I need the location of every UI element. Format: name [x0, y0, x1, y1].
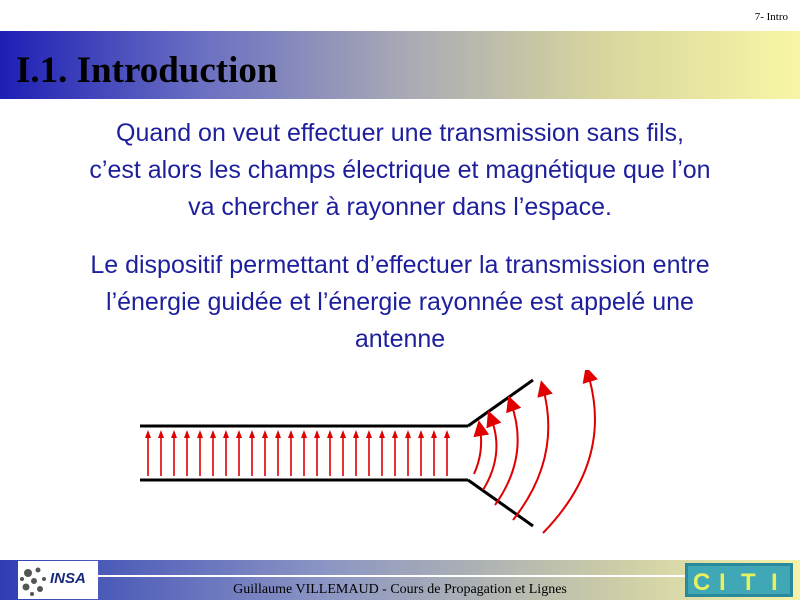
paragraph-1-line-2: c’est alors les champs électrique et magnétique que l’on — [89, 156, 711, 184]
paragraph-2 — [0, 247, 800, 358]
svg-text:T: T — [741, 569, 756, 596]
field-arrow-head — [145, 430, 151, 438]
field-arrow-head — [158, 430, 164, 438]
field-arrow-head — [184, 430, 190, 438]
wavefront-3 — [495, 403, 518, 505]
svg-text:I: I — [719, 569, 726, 596]
field-arrow-head — [262, 430, 268, 438]
paragraph-2-line-2: l’énergie guidée et l’énergie rayonnée est appelé une — [106, 288, 694, 316]
field-arrow-head — [405, 430, 411, 438]
field-arrow-head — [197, 430, 203, 438]
wavefront-5 — [543, 374, 595, 533]
field-arrow-head — [236, 430, 242, 438]
horn-top-flare — [468, 380, 533, 426]
paragraph-2-line-3: antenne — [354, 325, 446, 353]
slide-number: 7- Intro — [754, 11, 788, 23]
electric-field-arrows — [145, 430, 450, 476]
field-arrow-head — [379, 430, 385, 438]
wavefront-1 — [474, 428, 481, 474]
field-arrow-head — [275, 430, 281, 438]
wavefront-2 — [483, 418, 496, 490]
footer-separator — [95, 575, 685, 577]
field-arrow-head — [314, 430, 320, 438]
field-arrow-head — [223, 430, 229, 438]
insa-logo-text: INSA — [50, 570, 86, 587]
citi-logo — [685, 563, 793, 597]
field-arrow-head — [340, 430, 346, 438]
field-arrow-head — [288, 430, 294, 438]
field-arrow-head — [210, 430, 216, 438]
paragraph-1-line-1: Quand on veut effectuer une transmission sans fils, — [116, 119, 684, 147]
field-arrow-head — [327, 430, 333, 438]
field-arrow-head — [171, 430, 177, 438]
field-arrow-head — [353, 430, 359, 438]
field-arrow-head — [444, 430, 450, 438]
footer-text: Guillaume VILLEMAUD - Cours de Propagation et Lignes — [233, 582, 567, 597]
field-arrow-head — [418, 430, 424, 438]
slide-title: I.1. Introduction — [16, 50, 278, 91]
field-arrow-head — [249, 430, 255, 438]
radiated-wavefronts — [474, 374, 595, 533]
paragraph-2-line-1: Le dispositif permettant d’effectuer la transmission entre — [90, 251, 710, 279]
wavefront-4 — [513, 388, 548, 520]
svg-text:I: I — [771, 569, 778, 596]
field-arrow-head — [392, 430, 398, 438]
svg-text:C: C — [693, 569, 711, 596]
paragraph-1 — [0, 115, 800, 226]
horn-bottom-flare — [468, 480, 533, 526]
field-arrow-head — [431, 430, 437, 438]
antenna-diagram — [0, 370, 800, 540]
paragraph-1-line-3: va chercher à rayonner dans l’espace. — [188, 193, 612, 221]
field-arrow-head — [301, 430, 307, 438]
field-arrow-head — [366, 430, 372, 438]
